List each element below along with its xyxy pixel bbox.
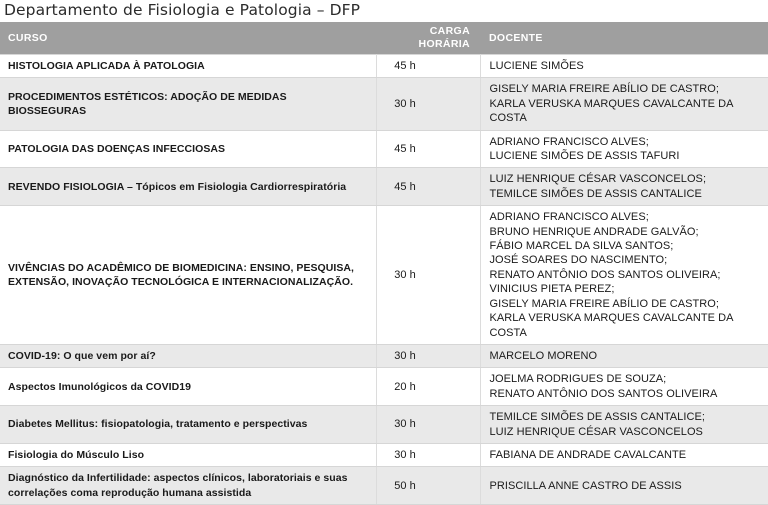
docente-line: RENATO ANTÔNIO DOS SANTOS OLIVEIRA [489,387,718,400]
cell-docente [480,443,768,466]
cell-carga-horaria: 30 h [376,78,480,130]
cell-carga-horaria: 45 h [376,55,480,78]
table-row [0,168,768,206]
docente-line: TEMILCE SIMÕES DE ASSIS CANTALICE [489,187,702,200]
docente-line: COSTA [489,112,527,125]
docente-line: LUCIENE SIMÕES DE ASSIS TAFURI [489,150,680,163]
docente-line: BRUNO HENRIQUE ANDRADE GALVÃO; [489,225,699,238]
cell-curso: Fisiologia do Músculo Liso [0,443,376,466]
column-header-docente: DOCENTE [480,22,768,55]
cell-docente [480,78,768,130]
cell-docente [480,55,768,78]
page-title: Departamento de Fisiologia e Patologia – DFP [4,1,361,19]
table-row [0,130,768,168]
cell-carga-horaria: 30 h [376,344,480,367]
column-header-curso: CURSO [0,22,376,55]
docente-line: ADRIANO FRANCISCO ALVES; [489,135,649,148]
docente-line: JOELMA RODRIGUES DE SOUZA; [489,373,667,386]
cell-docente [480,467,768,505]
cell-curso: REVENDO FISIOLOGIA – Tópicos em Fisiologia Cardiorrespiratória [0,168,376,206]
table-row [0,443,768,466]
docente-line: LUIZ HENRIQUE CÉSAR VASCONCELOS [489,425,703,438]
cell-curso: HISTOLOGIA APLICADA À PATOLOGIA [0,55,376,78]
docente-line: COSTA [489,326,527,339]
cell-curso: Diabetes Mellitus: fisiopatologia, tratamento e perspectivas [0,406,376,444]
cell-curso: Diagnóstico da Infertilidade: aspectos clínicos, laboratoriais e suas correlações coma reprodução humana assistida [0,467,376,505]
table-row [0,467,768,505]
cell-curso: COVID-19: O que vem por aí? [0,344,376,367]
docente-line: FABIANA DE ANDRADE CAVALCANTE [489,448,687,461]
cell-curso: PATOLOGIA DAS DOENÇAS INFECCIOSAS [0,130,376,168]
docente-line: GISELY MARIA FREIRE ABÍLIO DE CASTRO; [489,83,719,96]
table-header [0,22,768,55]
cell-carga-horaria: 50 h [376,467,480,505]
cell-docente [480,368,768,406]
table-header-row [0,22,768,55]
cell-curso: VIVÊNCIAS DO ACADÊMICO DE BIOMEDICINA: ENSINO, PESQUISA, EXTENSÃO, INOVAÇÃO TECNOLÓGICA E INTERNACIONALIZAÇÃO. [0,206,376,345]
table-row [0,368,768,406]
cell-docente [480,168,768,206]
table-row [0,55,768,78]
table-body [0,55,768,505]
docente-line: RENATO ANTÔNIO DOS SANTOS OLIVEIRA; [489,268,721,281]
cell-carga-horaria: 45 h [376,168,480,206]
docente-line: KARLA VERUSKA MARQUES CAVALCANTE DA [489,312,734,325]
cell-carga-horaria: 30 h [376,443,480,466]
docente-line: LUCIENE SIMÕES [489,60,584,72]
docente-line: PRISCILLA ANNE CASTRO DE ASSIS [489,479,682,492]
docente-line: GISELY MARIA FREIRE ABÍLIO DE CASTRO; [489,297,719,310]
table-row [0,406,768,444]
cell-curso: PROCEDIMENTOS ESTÉTICOS: ADOÇÃO DE MEDIDAS BIOSSEGURAS [0,78,376,130]
table-row [0,206,768,345]
docente-line: ADRIANO FRANCISCO ALVES; [489,211,649,224]
cell-curso: Aspectos Imunológicos da COVID19 [0,368,376,406]
cell-carga-horaria: 30 h [376,206,480,345]
cell-carga-horaria: 20 h [376,368,480,406]
courses-table [0,22,768,505]
table-row [0,344,768,367]
docente-line: FÁBIO MARCEL DA SILVA SANTOS; [489,240,674,253]
cell-docente [480,206,768,345]
docente-line: VINICIUS PIETA PEREZ; [489,283,615,296]
column-header-carga: CARGA HORÁRIA [376,22,480,55]
docente-line: JOSÉ SOARES DO NASCIMENTO; [489,254,668,267]
docente-line: MARCELO MORENO [489,349,598,362]
cell-docente [480,344,768,367]
table-row [0,78,768,130]
docente-line: TEMILCE SIMÕES DE ASSIS CANTALICE; [489,411,705,424]
cell-carga-horaria: 30 h [376,406,480,444]
docente-line: LUIZ HENRIQUE CÉSAR VASCONCELOS; [489,173,707,186]
cell-docente [480,130,768,168]
docente-line: KARLA VERUSKA MARQUES CAVALCANTE DA [489,97,734,110]
cell-docente [480,406,768,444]
cell-carga-horaria: 45 h [376,130,480,168]
